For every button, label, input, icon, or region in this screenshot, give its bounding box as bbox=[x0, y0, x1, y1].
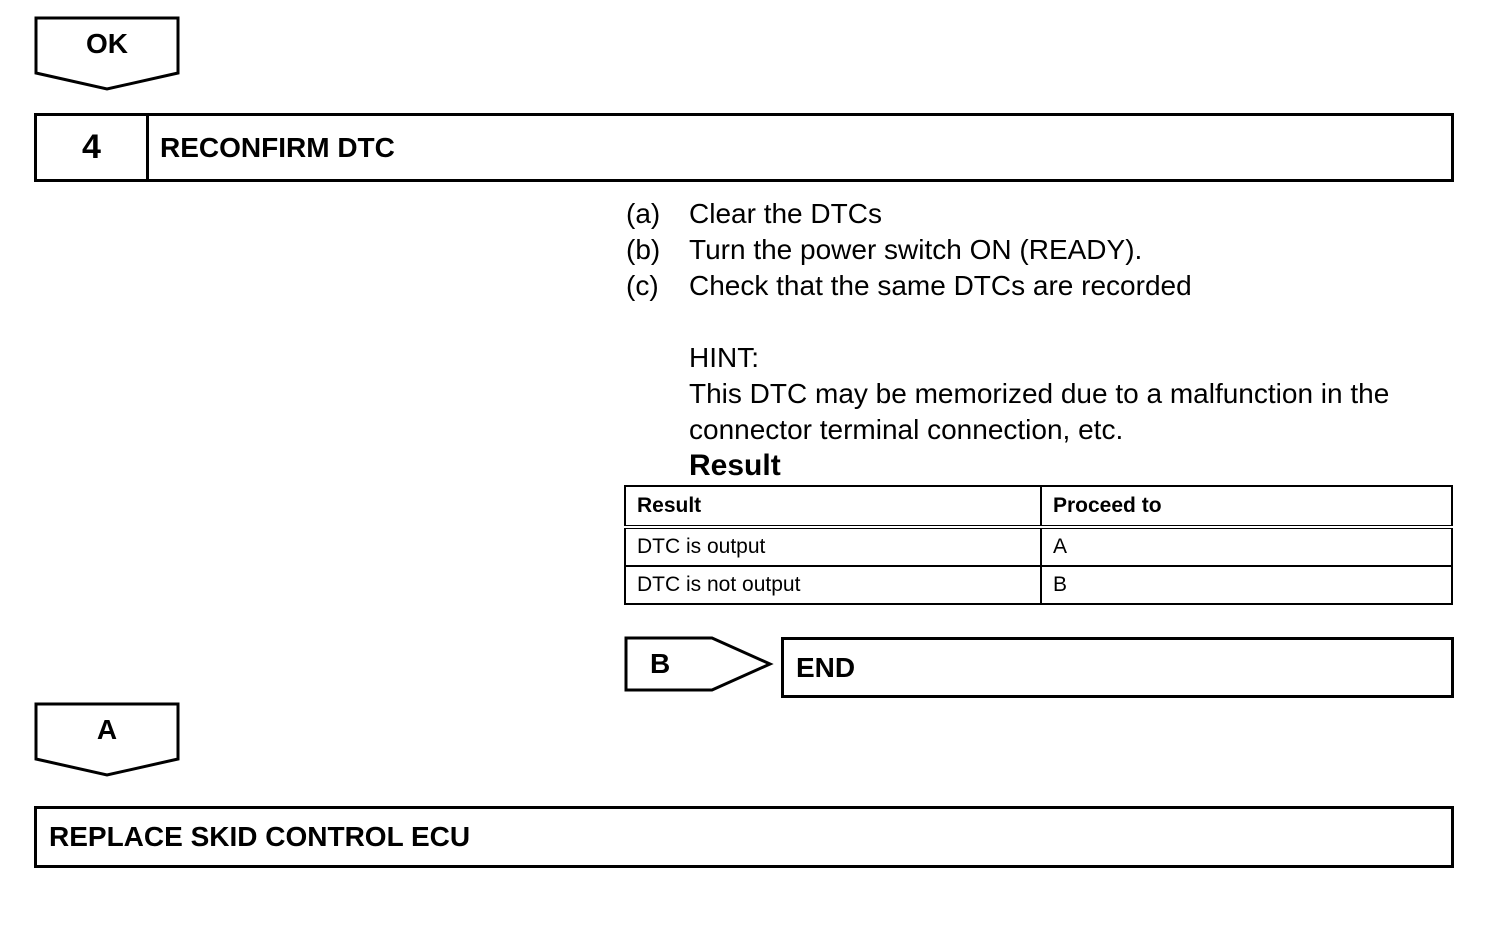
branch-b-arrow-shape bbox=[624, 636, 774, 694]
instruction-marker: (a) bbox=[626, 198, 661, 229]
instruction-marker: (b) bbox=[626, 234, 661, 265]
replace-ecu-box: REPLACE SKID CONTROL ECU bbox=[34, 806, 1454, 868]
end-box: END bbox=[781, 637, 1454, 698]
branch-b-marker bbox=[624, 636, 774, 694]
table-header-result: Result bbox=[625, 486, 1041, 527]
instruction-item bbox=[626, 196, 1192, 232]
branch-b-label: B bbox=[650, 648, 671, 679]
table-header-proceed: Proceed to bbox=[1041, 486, 1452, 527]
instruction-list bbox=[626, 196, 1192, 304]
table-cell: DTC is output bbox=[625, 527, 1041, 566]
step-number: 4 bbox=[37, 116, 149, 179]
table-row bbox=[625, 527, 1452, 566]
instruction-item bbox=[626, 268, 1192, 304]
instruction-text: Turn the power switch ON (READY). bbox=[689, 234, 1143, 265]
hint-block bbox=[689, 340, 1469, 448]
hint-line: This DTC may be memorized due to a malfunction in the bbox=[689, 378, 1390, 409]
table-row bbox=[625, 566, 1452, 604]
result-table bbox=[624, 485, 1453, 605]
ok-label: OK bbox=[86, 28, 128, 59]
table-cell: B bbox=[1041, 566, 1452, 604]
hint-label: HINT: bbox=[689, 342, 759, 373]
ok-marker bbox=[34, 16, 180, 92]
instruction-text: Check that the same DTCs are recorded bbox=[689, 270, 1192, 301]
table-cell: DTC is not output bbox=[625, 566, 1041, 604]
instruction-text: Clear the DTCs bbox=[689, 198, 882, 229]
table-header-row bbox=[625, 486, 1452, 527]
result-heading: Result bbox=[689, 449, 781, 482]
branch-a-marker bbox=[34, 702, 180, 778]
step-header bbox=[34, 113, 1454, 182]
step-title: RECONFIRM DTC bbox=[160, 131, 395, 163]
instruction-item bbox=[626, 232, 1192, 268]
instruction-marker: (c) bbox=[626, 270, 659, 301]
table-cell: A bbox=[1041, 527, 1452, 566]
branch-a-label: A bbox=[96, 714, 118, 745]
hint-line: connector terminal connection, etc. bbox=[689, 414, 1124, 445]
